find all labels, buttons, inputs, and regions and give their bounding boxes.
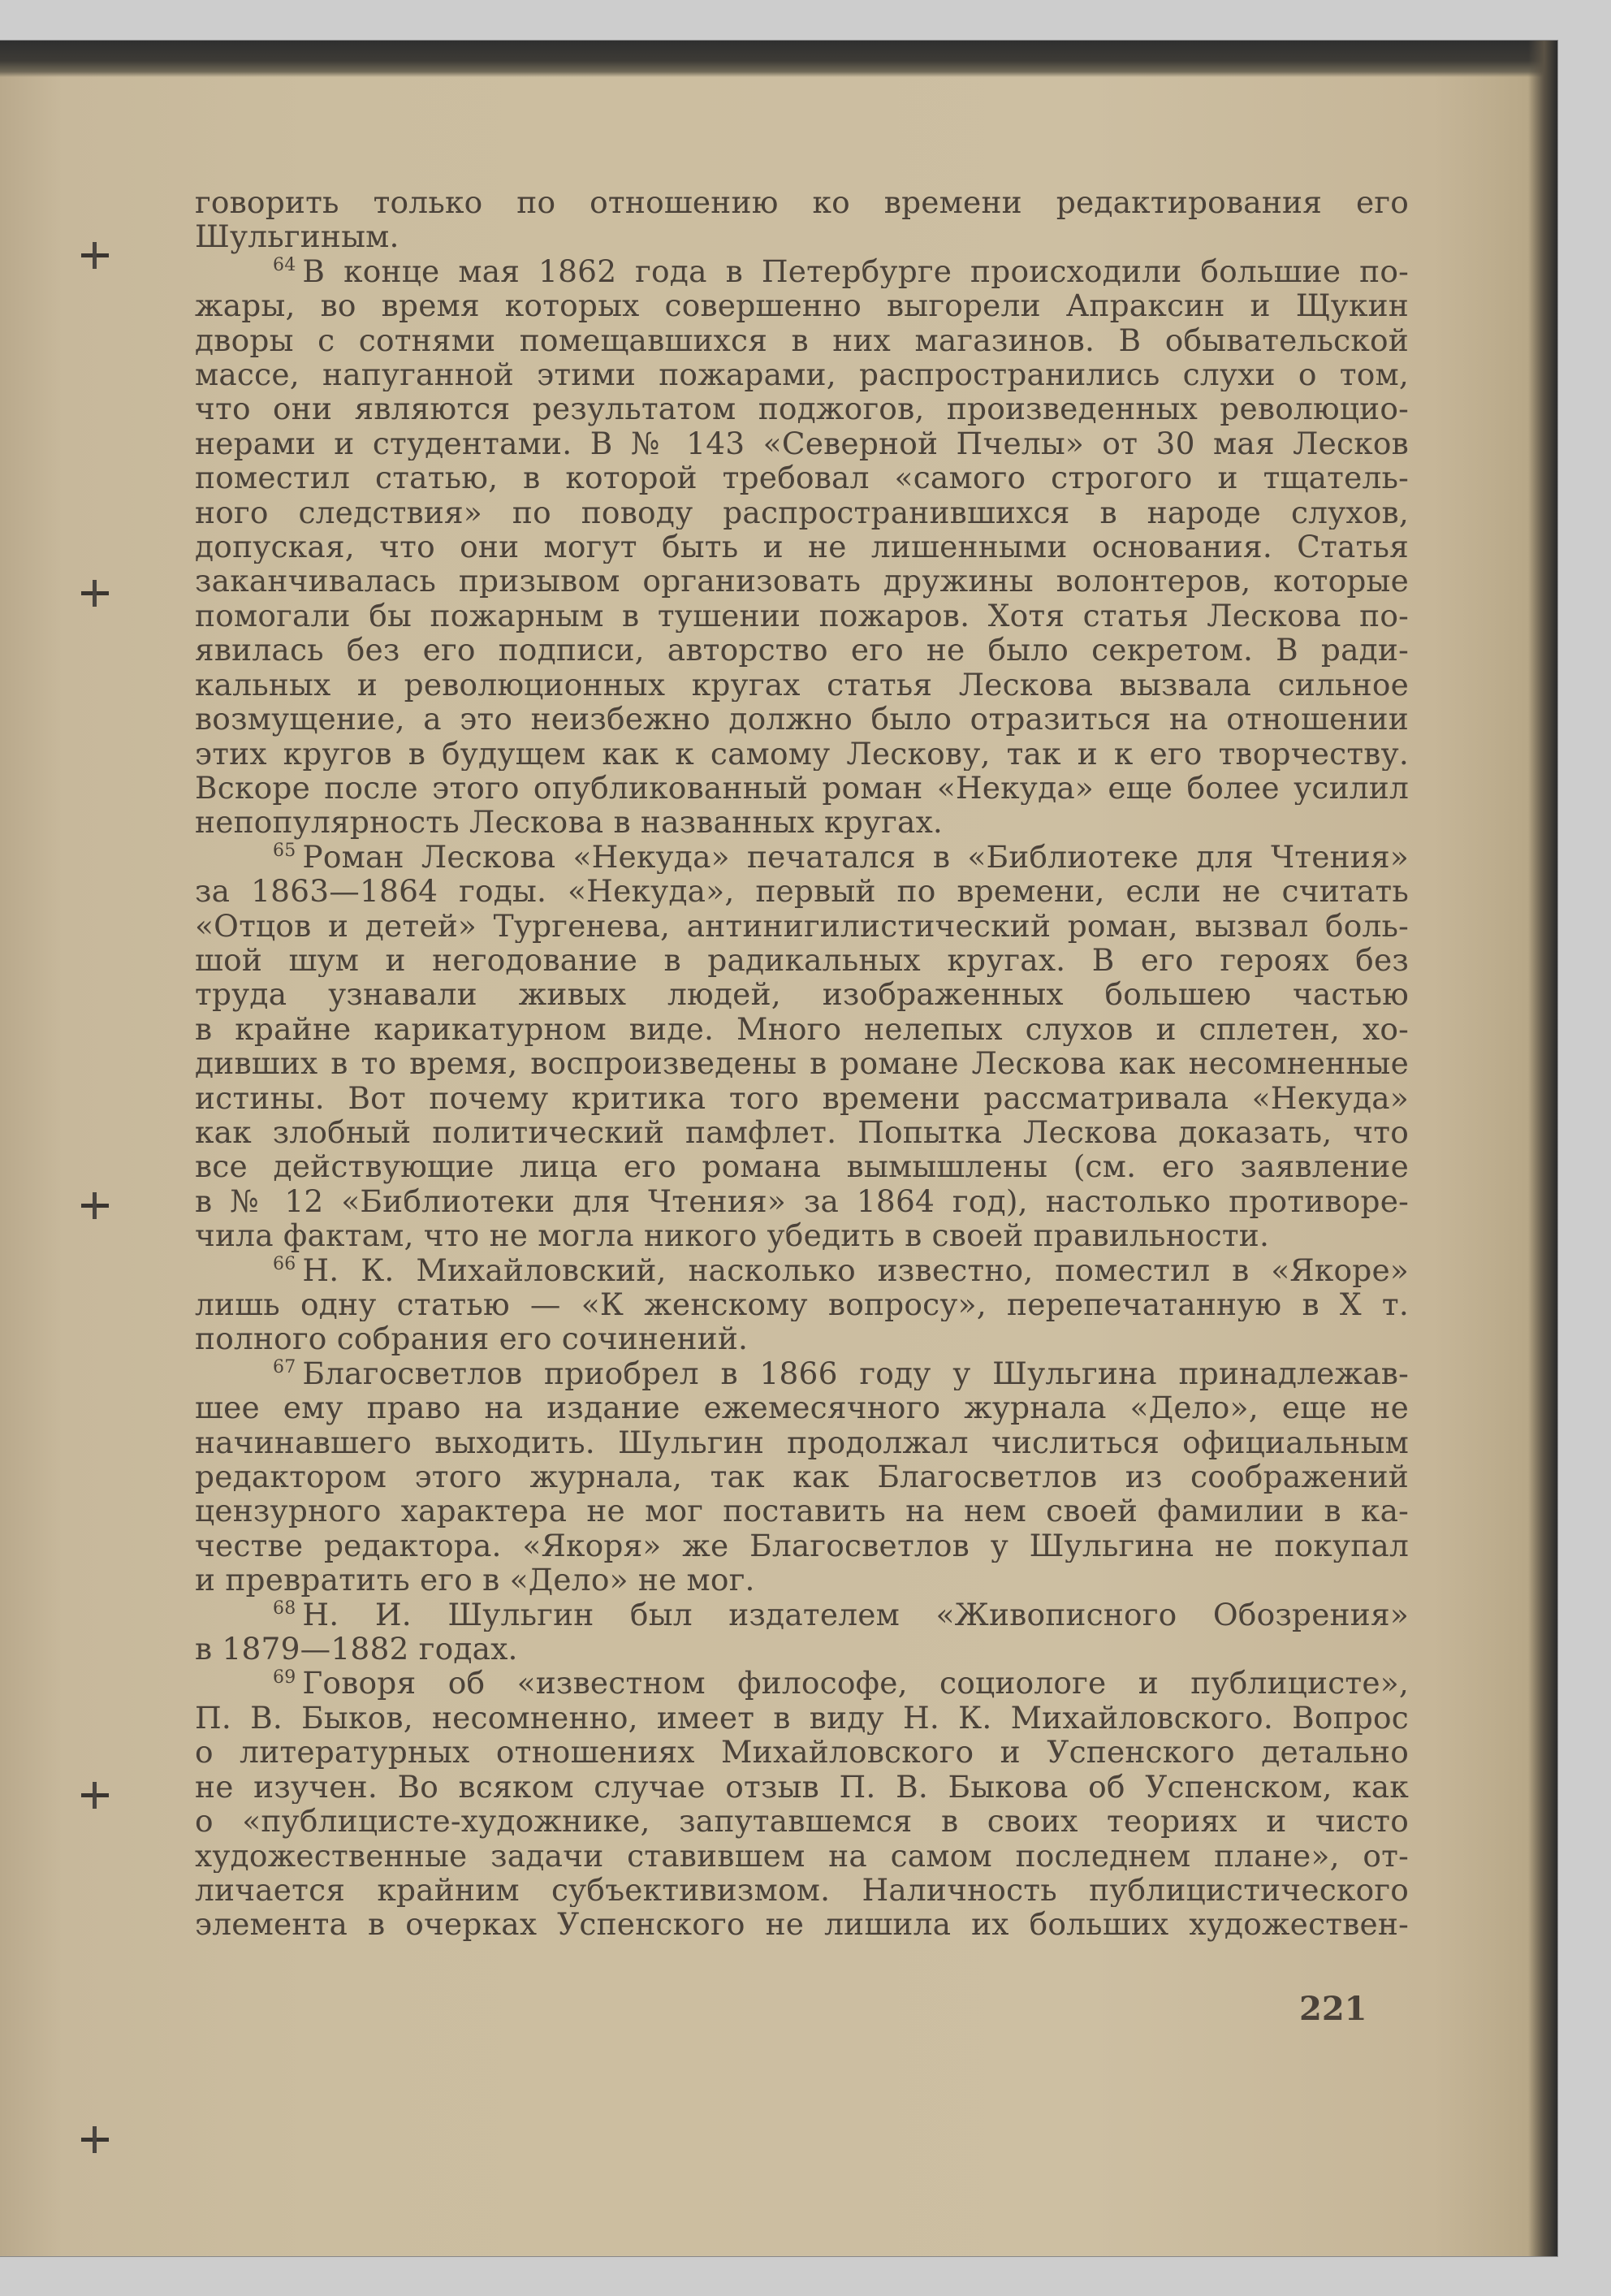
text-line: дивших в то время, воспроизведены в романе Лескова как несомненные — [195, 1046, 1409, 1081]
text-line: и превратить его в «Дело» не мог. — [195, 1563, 755, 1598]
text-line: возмущение, а это неизбежно должно было отразиться на отношении — [195, 702, 1409, 737]
footnote-67-line: $^{67}$ Благосветлов приобрел в 1866 году у Шульгина принадлежав- — [273, 1356, 1409, 1391]
text-line: явилась без его подписи, авторство его не было секретом. В ради- — [195, 633, 1409, 668]
binding-mark — [81, 2138, 109, 2142]
text-line: лишь одну статью — «К женскому вопросу», перепечатанную в Х т. — [195, 1287, 1409, 1322]
text-line: П. В. Быков, несомненно, имеет в виду Н. К. Михайловского. Вопрос — [195, 1700, 1409, 1736]
footnote-number: 65 — [273, 841, 296, 862]
text-line: дворы с сотнями помещавшихся в них магазинов. В обывательской — [195, 322, 1409, 358]
footnote-68-line: $^{68}$ Н. И. Шульгин был издателем «Живописного Обозрения» — [273, 1597, 1409, 1632]
text-line: говорить только по отношению ко времени редактирования его — [195, 185, 1409, 220]
text-line: непопулярность Лескова в названных кругах. — [195, 805, 944, 840]
text-line: чила фактам, что не могла никого убедить в своей правильности. — [195, 1218, 1270, 1253]
page-number: 221 — [1299, 1990, 1367, 2028]
footnote-number: 68 — [273, 1598, 296, 1619]
footnote-number: 67 — [273, 1357, 296, 1378]
text-line: массе, напуганной этими пожарами, распространились слухи о том, — [195, 357, 1409, 392]
footnote-number: 66 — [273, 1254, 296, 1275]
text-line: заканчивалась призывом организовать дружины волонтеров, которые — [195, 564, 1409, 599]
text-line: Шульгиным. — [195, 219, 400, 254]
binding-mark — [81, 591, 109, 595]
text-line: полного собрания его сочинений. — [195, 1321, 749, 1356]
page-right-edge — [1528, 41, 1557, 2256]
text-line: как злобный политический памфлет. Попытка Лескова доказать, что — [195, 1114, 1409, 1150]
binding-mark — [81, 1204, 109, 1208]
text-line: элемента в очерках Успенского не лишила их больших художествен- — [195, 1907, 1409, 1942]
text-line: не изучен. Во всяком случае отзыв П. В. Быкова об Успенском, как — [195, 1769, 1409, 1805]
text-line: Вскоре после этого опубликованный роман «Некуда» еще более усилил — [195, 770, 1409, 806]
text-line: в № 12 «Библиотеки для Чтения» за 1864 год), настолько противоре- — [195, 1183, 1409, 1219]
footnote-65-line: $^{65}$ Роман Лескова «Некуда» печатался в «Библиотеке для Чтения» — [273, 839, 1409, 875]
footnote-69-line: $^{69}$ Говоря об «известном философе, социологе и публицисте», — [273, 1666, 1409, 1701]
text-line: цензурного характера не мог поставить на нем своей фамилии в ка- — [195, 1494, 1409, 1529]
text-line: поместил статью, в которой требовал «самого строгого и тщатель- — [195, 460, 1409, 495]
footnote-number: 69 — [273, 1667, 296, 1688]
page-text — [195, 185, 1409, 1942]
text-line: этих кругов в будущем как к самому Лескову, так и к его творчеству. — [195, 736, 1409, 771]
text-line: «Отцов и детей» Тургенева, антинигилистический роман, вызвал боль- — [195, 908, 1409, 943]
text-line: о «публицисте-художнике, запутавшемся в своих теориях и чисто — [195, 1804, 1409, 1839]
text-line: шой шум и негодование в радикальных кругах. В его героях без — [195, 942, 1409, 978]
text-line: шее ему право на издание ежемесячного журнала «Дело», еще не — [195, 1390, 1409, 1425]
text-line: художественные задачи ставившем на самом последнем плане», от- — [195, 1838, 1409, 1873]
text-line: в крайне карикатурном виде. Много нелепых слухов и сплетен, хо- — [195, 1011, 1409, 1047]
text-line: все действующие лица его романа вымышлены (см. его заявление — [195, 1149, 1409, 1184]
text-line: жары, во время которых совершенно выгорели Апраксин и Щукин — [195, 288, 1409, 323]
binding-mark — [81, 1793, 109, 1797]
footnote-64-line: $^{64}$ В конце мая 1862 года в Петербурге происходили большие по- — [273, 253, 1409, 289]
text-line: что они являются результатом поджогов, произведенных революцио- — [195, 391, 1409, 426]
text-line: за 1863—1864 годы. «Некуда», первый по времени, если не считать — [195, 874, 1409, 909]
footnote-number: 64 — [273, 255, 296, 276]
footnote-66-line: $^{66}$ Н. К. Михайловский, насколько известно, поместил в «Якоре» — [273, 1252, 1409, 1287]
text-line: помогали бы пожарным в тушении пожаров. Хотя статья Лескова по- — [195, 598, 1409, 633]
text-line: допуская, что они могут быть и не лишенными основания. Статья — [195, 530, 1409, 564]
text-line: ного следствия» по поводу распространившихся в народе слухов, — [195, 495, 1409, 530]
text-line: честве редактора. «Якоря» же Благосветлов у Шульгина не покупал — [195, 1528, 1409, 1563]
text-line: истины. Вот почему критика того времени рассматривала «Некуда» — [195, 1080, 1409, 1115]
page-top-edge — [0, 41, 1557, 77]
text-line: о литературных отношениях Михайловского и Успенского детально — [195, 1735, 1409, 1770]
text-line: в 1879—1882 годах. — [195, 1632, 518, 1667]
text-line: нерами и студентами. В № 143 «Северной Пчелы» от 30 мая Лесков — [195, 426, 1409, 461]
binding-mark — [81, 253, 109, 257]
text-line: редактором этого журнала, так как Благосветлов из соображений — [195, 1459, 1409, 1494]
text-line: кальных и революционных кругах статья Лескова вызвала сильное — [195, 667, 1409, 703]
text-line: начинавшего выходить. Шульгин продолжал числиться официальным — [195, 1425, 1409, 1460]
text-line: личается крайним субъективизмом. Наличность публицистического — [195, 1872, 1409, 1908]
text-line: труда узнавали живых людей, изображенных большею частью — [195, 977, 1409, 1012]
